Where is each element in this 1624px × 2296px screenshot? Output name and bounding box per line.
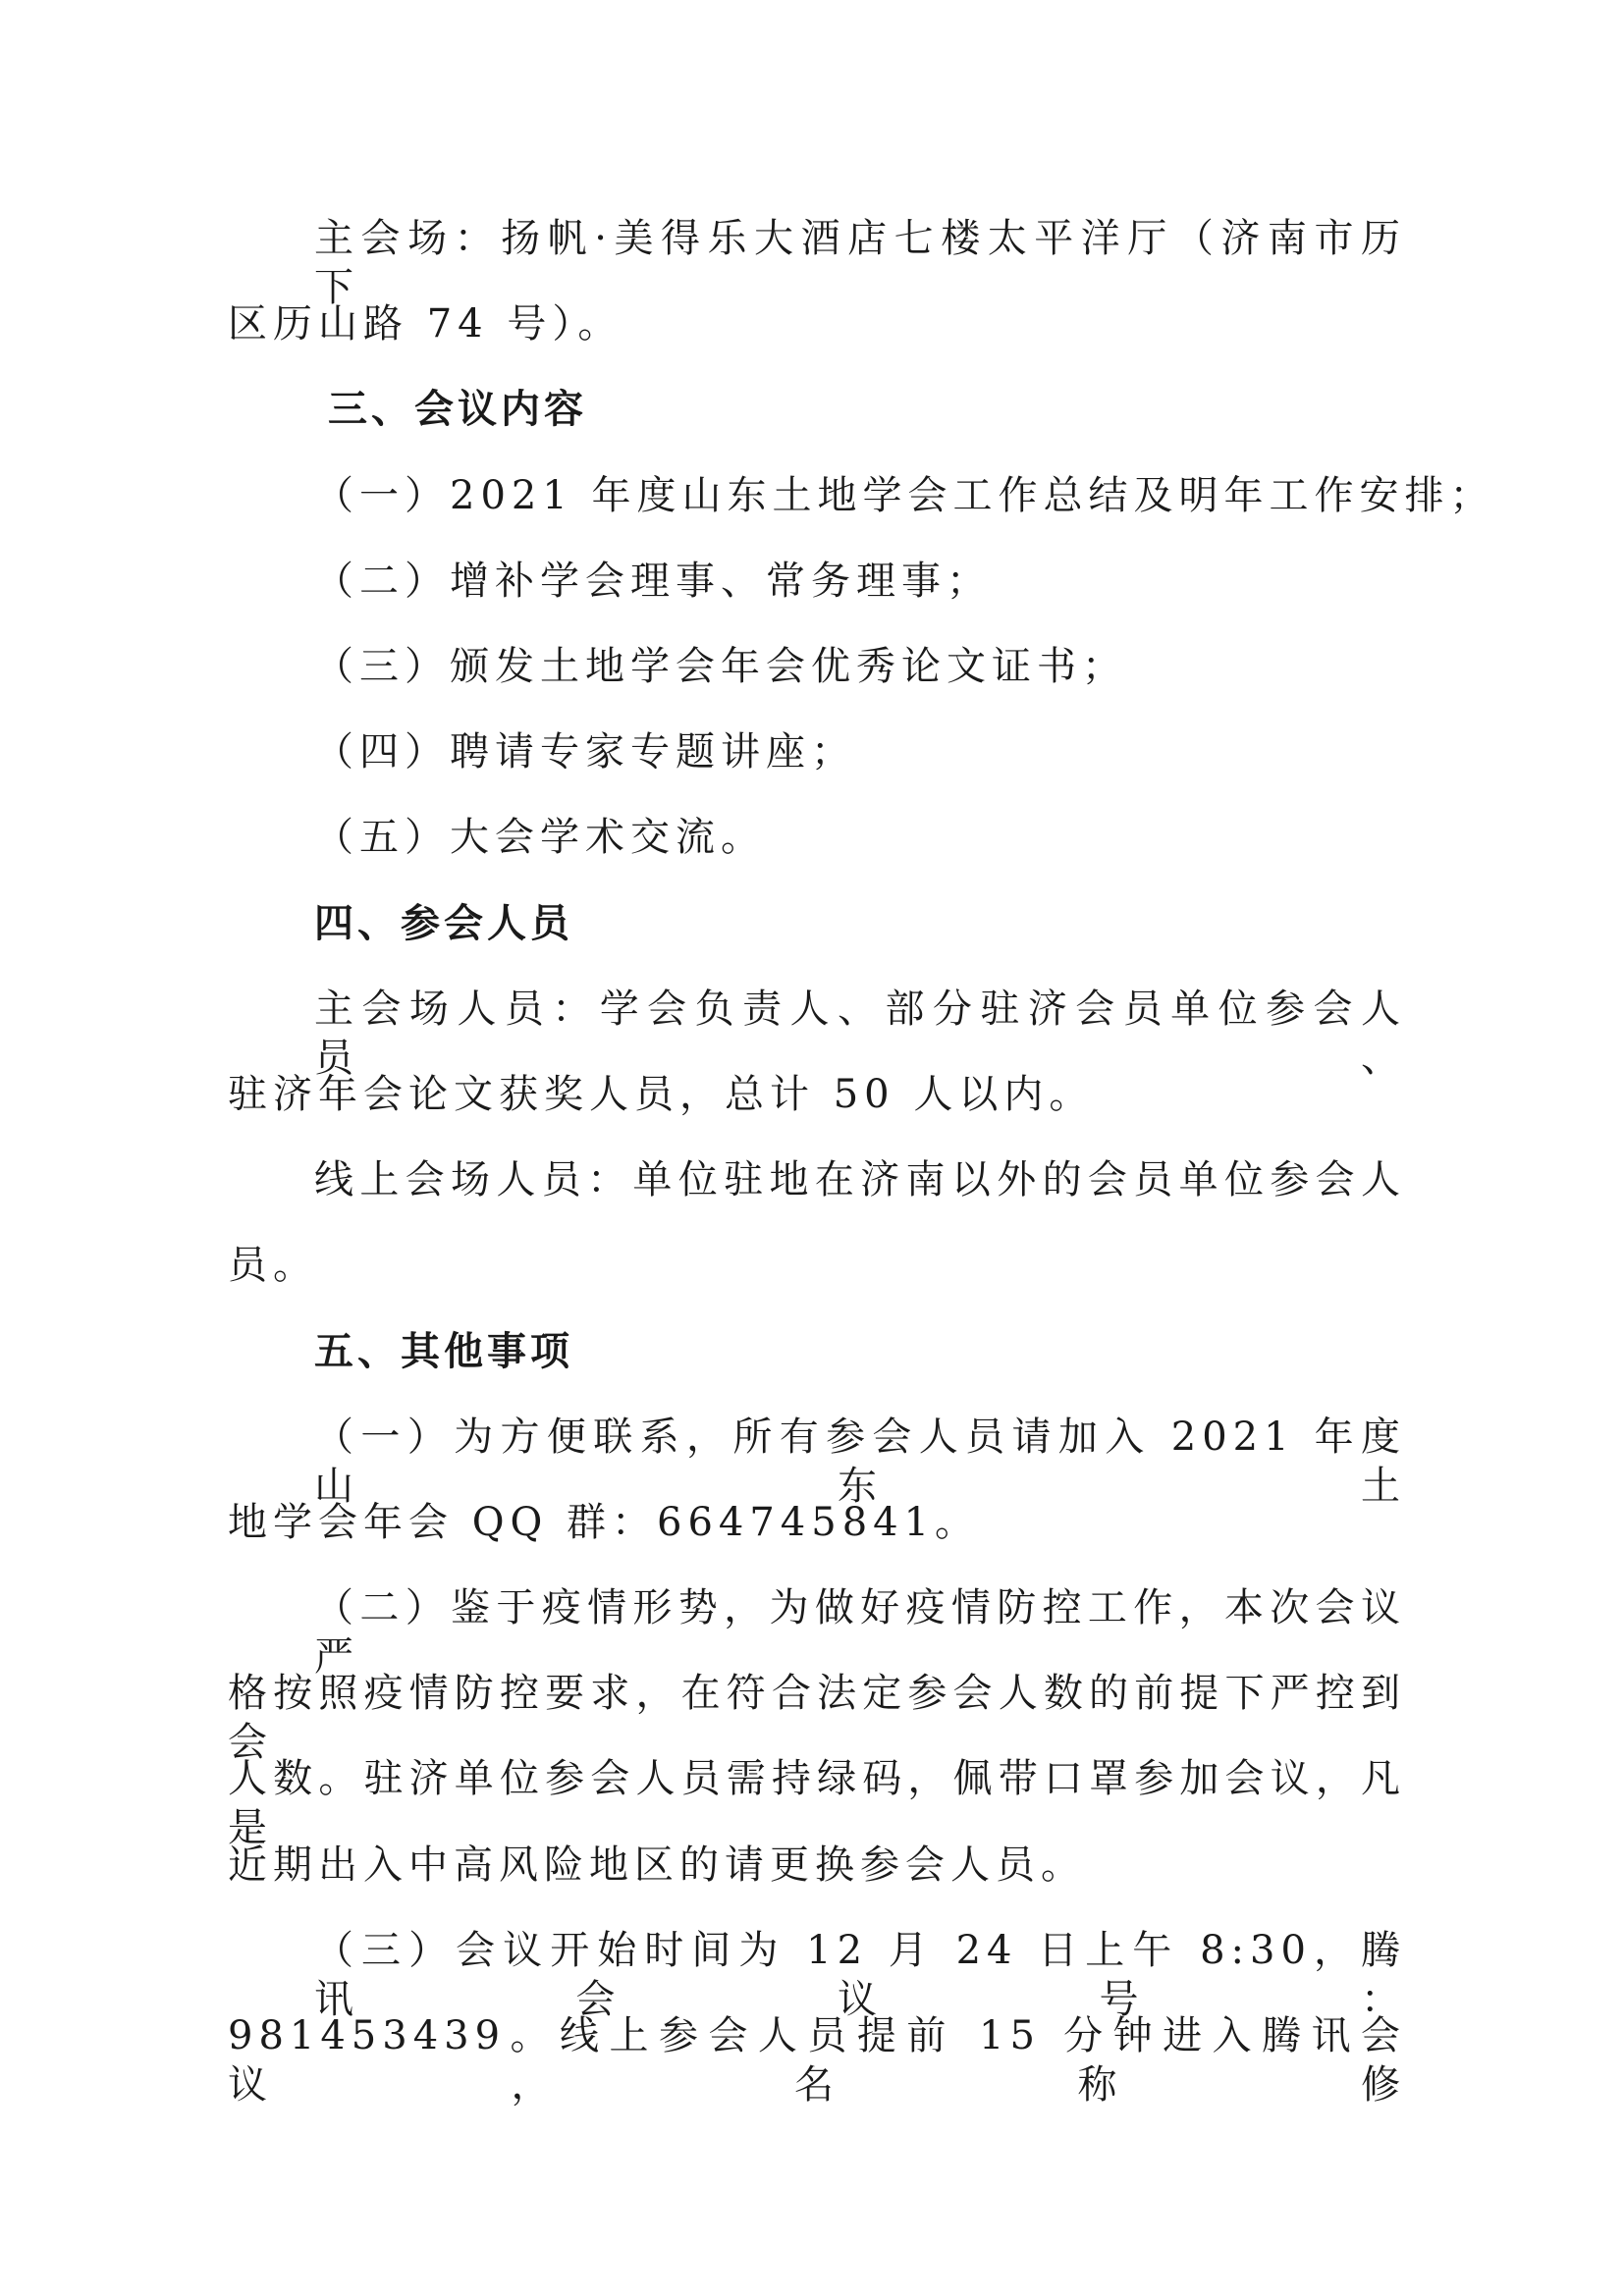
- section-heading: 三、会议内容: [328, 387, 587, 432]
- list-item: （四）聘请专家专题讲座；: [314, 729, 856, 774]
- paragraph-line: 主会场人员：学会负责人、部分驻济会员单位参会人员、: [314, 987, 1406, 1081]
- paragraph-line: 主会场：扬帆·美得乐大酒店七楼太平洋厅（济南市历下: [314, 216, 1406, 310]
- paragraph-line: 人数。驻济单位参会人员需持绿码，佩带口罩参加会议，凡是: [228, 1756, 1406, 1850]
- paragraph-line: 近期出入中高风险地区的请更换参会人员。: [228, 1842, 1086, 1888]
- list-item: （三）颁发土地学会年会优秀论文证书；: [314, 644, 1127, 689]
- section-heading: 五、其他事项: [314, 1329, 573, 1374]
- paragraph-line: （三）会议开始时间为 12 月 24 日上午 8:30，腾讯会议号：: [314, 1928, 1406, 2022]
- section-heading: 四、参会人员: [314, 901, 573, 946]
- paragraph-line: 981453439。线上参会人员提前 15 分钟进入腾讯会议，名称修: [228, 2013, 1406, 2108]
- paragraph-line: （一）为方便联系，所有参会人员请加入 2021 年度山东土: [314, 1415, 1406, 1509]
- paragraph-line: 区历山路 74 号）。: [228, 301, 623, 347]
- list-item: （五）大会学术交流。: [314, 815, 766, 860]
- list-item: （一）2021 年度山东土地学会工作总结及明年工作安排；: [314, 473, 1495, 518]
- paragraph-line: （二）鉴于疫情形势，为做好疫情防控工作，本次会议严: [314, 1585, 1406, 1680]
- paragraph-line: 员。: [228, 1243, 318, 1288]
- paragraph-line: 格按照疫情防控要求，在符合法定参会人数的前提下严控到会: [228, 1671, 1406, 1765]
- paragraph-line: 线上会场人员：单位驻地在济南以外的会员单位参会人: [314, 1157, 1406, 1202]
- paragraph-line: 驻济年会论文获奖人员，总计 50 人以内。: [228, 1072, 1095, 1117]
- list-item: （二）增补学会理事、常务理事；: [314, 559, 992, 604]
- paragraph-line: 地学会年会 QQ 群：664745841。: [228, 1500, 981, 1545]
